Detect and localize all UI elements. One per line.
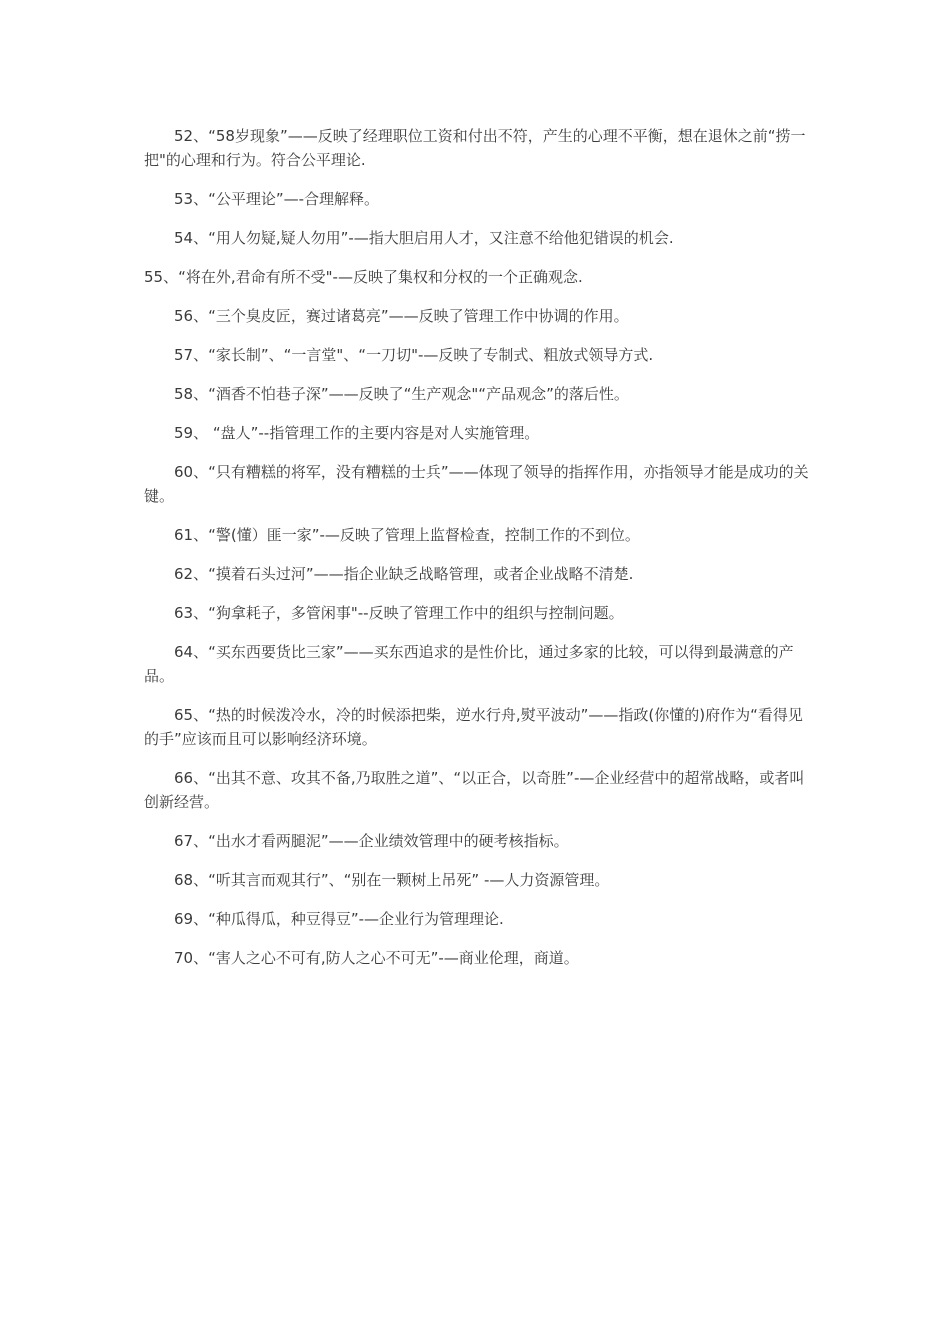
list-item-70: 70、“害人之心不可有,防人之心不可无”-—商业伦理，商道。 <box>174 949 579 967</box>
list-item-65: 65、“热的时候泼冷水，冷的时候添把柴，逆水行舟,熨平波动”——指政(你懂的)府作为“看得见的手”应该而且可以影响经济环境。 <box>144 706 803 748</box>
list-item-57: 57、“家长制”、“一言堂"、“一刀切"-—反映了专制式、粗放式领导方式. <box>174 346 654 364</box>
list-item-61: 61、“警(懂）匪一家”-—反映了管理上监督检查，控制工作的不到位。 <box>174 526 640 544</box>
list-item-54: 54、“用人勿疑,疑人勿用”-—指大胆启用人才，又注意不给他犯错误的机会. <box>174 229 674 247</box>
list-item-68: 68、“听其言而观其行”、“别在一颗树上吊死” -—人力资源管理。 <box>174 871 610 889</box>
list-item-55: 55、“将在外,君命有所不受"-—反映了集权和分权的一个正确观念. <box>144 268 583 286</box>
list-item-62: 62、“摸着石头过河”——指企业缺乏战略管理，或者企业战略不清楚. <box>174 565 634 583</box>
list-item-60: 60、“只有糟糕的将军，没有糟糕的士兵”——体现了领导的指挥作用，亦指领导才能是成功的关键。 <box>144 463 809 505</box>
list-item-63: 63、“狗拿耗子，多管闲事"--反映了管理工作中的组织与控制问题。 <box>174 604 624 622</box>
list-item-66: 66、“出其不意、攻其不备,乃取胜之道”、“以正合，以奇胜”-—企业经营中的超常战略，或者叫创新经营。 <box>144 769 805 811</box>
list-item-52: 52、“58岁现象”——反映了经理职位工资和付出不符，产生的心理不平衡，想在退休之前“捞一把"的心理和行为。符合公平理论. <box>144 127 806 169</box>
list-item-56: 56、“三个臭皮匠，赛过诸葛亮”——反映了管理工作中协调的作用。 <box>174 307 629 325</box>
list-item-58: 58、“酒香不怕巷子深”——反映了“生产观念"“产品观念”的落后性。 <box>174 385 629 403</box>
list-item-59: 59、 “盘人”--指管理工作的主要内容是对人实施管理。 <box>174 424 540 442</box>
list-item-53: 53、“公平理论”—-合理解释。 <box>174 190 380 208</box>
list-item-67: 67、“出水才看两腿泥”——企业绩效管理中的硬考核指标。 <box>174 832 569 850</box>
list-item-64: 64、“买东西要货比三家”——买东西追求的是性价比，通过多家的比较，可以得到最满意的产品。 <box>144 643 794 685</box>
list-item-69: 69、“种瓜得瓜，种豆得豆”-—企业行为管理理论. <box>174 910 504 928</box>
document-body <box>144 124 810 985</box>
